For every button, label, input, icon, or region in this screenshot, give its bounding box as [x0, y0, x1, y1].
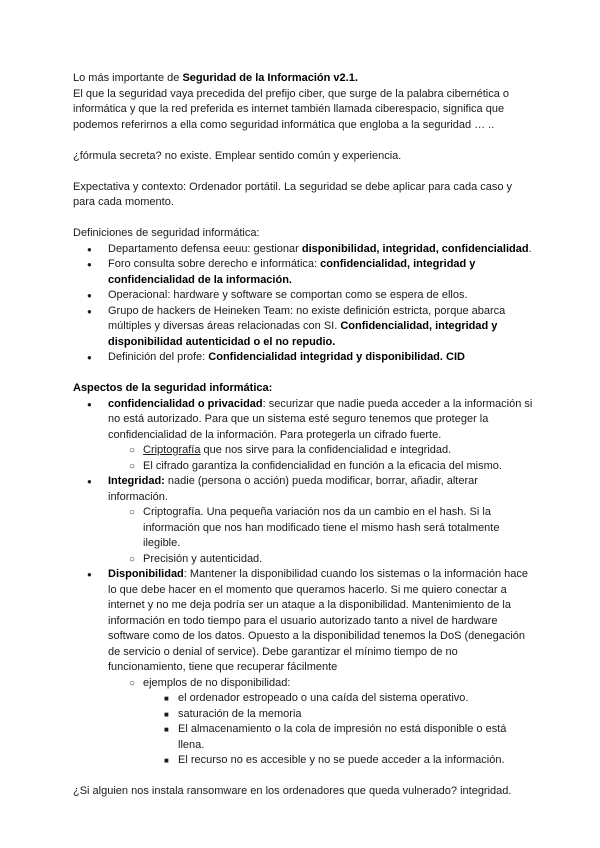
list-item: ○ Precisión y autenticidad. — [108, 552, 533, 568]
list-item: ○ Criptografía. Una pequeña variación nos da un cambio en el hash. Si la información que nos han modificado tiene el mismo hash será totalmente ilegible. — [108, 505, 533, 552]
criptografia-link[interactable]: Criptografía — [143, 444, 201, 456]
formula-paragraph: ¿fórmula secreta? no existe. Emplear sentido común y experiencia. — [73, 149, 402, 162]
aspectos-heading: Aspectos de la seguridad informática: — [73, 382, 273, 394]
aspectos-list — [73, 397, 533, 769]
ransomware-paragraph: ¿Si alguien nos instala ransomware en los ordenadores que queda vulnerado? integridad. — [73, 785, 512, 797]
list-item-integridad: ● Integridad: nadie (persona o acción) pueda modificar, borrar, añadir, alterar información. ○ Criptografía. Una pequeña variación nos da un cambio en el hash. Si la información que nos han modificado tiene el mismo hash será totalmente ilegible. ○ Precisión y autenticidad. — [73, 474, 533, 567]
expectativa-paragraph: Expectativa y contexto: Ordenador portátil. La seguridad se debe aplicar para cada caso y para cada momento. — [73, 180, 513, 208]
list-item: ○ Criptografía que nos sirve para la confidencialidad e integridad. — [108, 443, 533, 459]
list-item: ● Departamento defensa eeuu: gestionar disponibilidad, integridad, confidencialidad. — [73, 242, 533, 258]
list-item: ● Operacional: hardware y software se comportan como se espera de ellos. — [73, 288, 533, 304]
definiciones-heading: Definiciones de seguridad informática: — [73, 227, 260, 239]
list-item: ○ ejemplos de no disponibilidad: ■ el ordenador estropeado o una caída del sistema operativo. ■ saturación de la memoria ■ El almacenamiento o la cola de impresión no está disponible o está llena. ■ El recurso no es accesible y no se puede acceder a la información. — [108, 676, 533, 769]
ejemplos-list — [143, 691, 533, 769]
list-item: ■ El recurso no es accesible y no se puede acceder a la información. — [143, 753, 533, 769]
list-item-confidencialidad: ● confidencialidad o privacidad: securizar que nadie pueda acceder a la información si no está autorizado. Para que un sistema esté seguro tenemos que proteger la confidencialidad de la información. Para protegerla un cifrado fuerte. ○ Criptografía que nos sirve para la confidencialidad e integridad. ○ El cifrado garantiza la confidencialidad en función a la eficacia del mismo. — [73, 397, 533, 475]
confidencialidad-sublist — [108, 443, 533, 474]
list-item: ■ el ordenador estropeado o una caída del sistema operativo. — [143, 691, 533, 707]
intro-paragraph: El que la seguridad vaya precedida del prefijo ciber, que surge de la palabra cibernética o informática y que la red preferida es internet también llamada ciberespacio, significa que podemos referirnos a ella como seguridad informática que engloba a la seguridad … .. — [73, 87, 510, 131]
disponibilidad-sublist — [108, 676, 533, 769]
list-item: ■ El almacenamiento o la cola de impresión no está disponible o está llena. — [143, 722, 533, 753]
integridad-sublist — [108, 505, 533, 567]
list-item-disponibilidad: ● Disponibilidad: Mantener la disponibilidad cuando los sistemas o la información hace lo que debe hacer en el momento que queramos hacerlo. Si me quiero conectar a internet y no me deja podría ser un ataque a la disponibilidad. Mantenimiento de la información en todo tiempo para el usuario autorizado tanto a nivel de hardware software como de los datos. Opuesto a la disponibilidad tenemos la DoS (denegación de servicio o denial of service). Debe garantizar el mínimo tiempo de no funcionamiento, tiene que recuperar fácilmente ○ ejemplos de no disponibilidad: ■ el ordenador estropeado o una caída del sistema operativo. ■ saturación de la memoria ■ El almacenamiento o la cola de impresión no está disponible o está llena. ■ El recurso no es accesible y no se puede acceder a la información. — [73, 567, 533, 769]
title-prefix: Lo más importante de — [73, 72, 183, 84]
list-item: ● Grupo de hackers de Heineken Team: no existe definición estricta, porque abarca múltiples y diversas áreas relacionadas con SI. Confidencialidad, integridad y disponibilidad autenticidad o el no repudio. — [73, 304, 533, 351]
definiciones-list — [73, 242, 533, 366]
list-item: ■ saturación de la memoria — [143, 707, 533, 723]
list-item: ○ El cifrado garantiza la confidencialidad en función a la eficacia del mismo. — [108, 459, 533, 475]
list-item: ● Definición del profe: Confidencialidad integridad y disponibilidad. CID — [73, 350, 533, 366]
list-item: ● Foro consulta sobre derecho e informática: confidencialidad, integridad y confidencialidad de la información. — [73, 257, 533, 288]
document-content — [73, 71, 533, 800]
document-title-line — [73, 71, 533, 87]
document-title: Seguridad de la Información v2.1. — [182, 72, 358, 84]
